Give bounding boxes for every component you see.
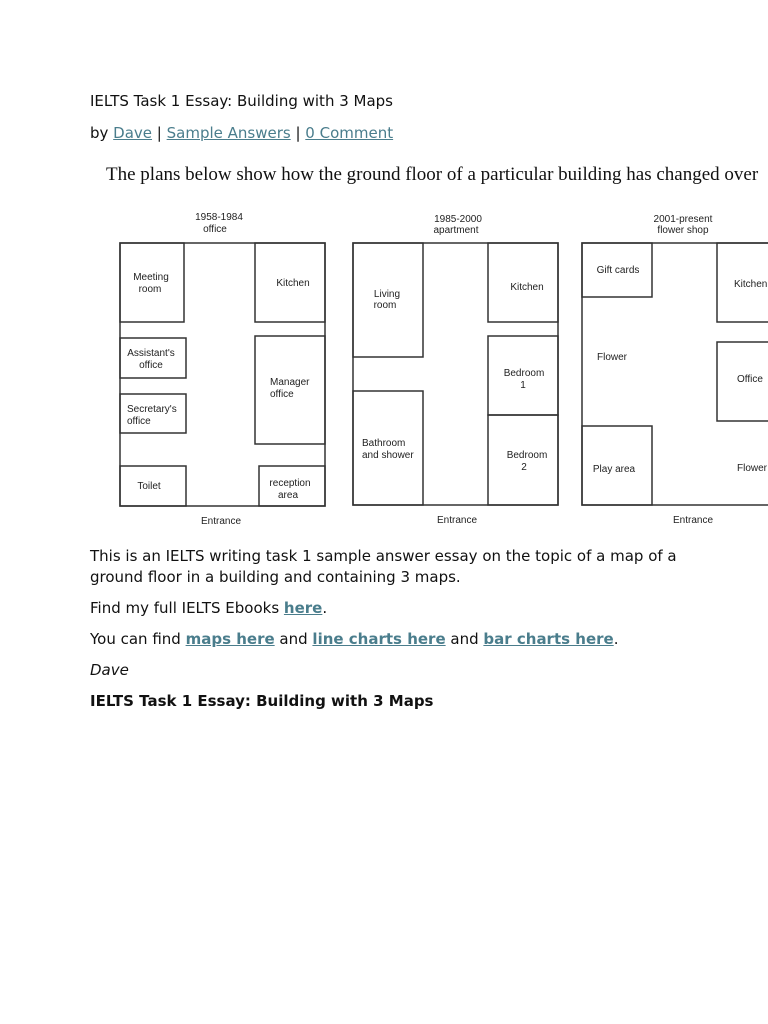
ebooks-suffix: .	[322, 599, 328, 617]
room-label: Flower	[597, 352, 628, 363]
room-label: Flower	[737, 463, 768, 474]
author-signature: Dave	[90, 661, 129, 679]
article-title: IELTS Task 1 Essay: Building with 3 Maps	[90, 92, 393, 110]
comments-link[interactable]: 0 Comment	[305, 124, 394, 142]
room-label: Toilet	[137, 481, 161, 492]
bar-charts-link[interactable]: bar charts here	[483, 630, 614, 648]
plan-period: 1985-2000	[434, 214, 482, 225]
more-text: You can find	[90, 630, 186, 648]
room-label: Assistant's office	[127, 348, 175, 371]
floor-plans-figure	[100, 158, 768, 538]
room-label: Office	[737, 374, 763, 385]
byline	[90, 124, 393, 142]
byline-prefix: by	[90, 124, 114, 142]
room-label: Secretary's office	[127, 404, 177, 427]
more-suffix: .	[613, 630, 619, 648]
intro-paragraph: This is an IELTS writing task 1 sample answer essay on the topic of a map of a ground floor in a building and containing 3 maps.	[90, 547, 677, 586]
room-label: Kitchen	[510, 282, 544, 293]
author-link[interactable]: Dave	[113, 124, 153, 142]
plan-1985-2000	[353, 214, 558, 526]
plan-period: 1958-1984	[195, 212, 243, 223]
room-label: Living room	[373, 289, 401, 311]
room-label: Bedroom 1	[503, 368, 545, 391]
room-label: Bedroom 2	[506, 450, 548, 473]
room-label: Play area	[592, 464, 636, 475]
entrance-label: Entrance	[200, 516, 242, 527]
entrance-label: Entrance	[436, 515, 478, 526]
byline-separator: |	[152, 124, 167, 142]
more-text: and	[445, 630, 484, 648]
more-resources-paragraph	[90, 629, 680, 650]
entrance-label: Entrance	[672, 515, 714, 526]
plan-use: flower shop	[657, 225, 709, 236]
ebooks-paragraph	[90, 598, 680, 619]
ebooks-link[interactable]: here	[283, 599, 323, 617]
more-text: and	[274, 630, 313, 648]
ebooks-text: Find my full IELTS Ebooks	[90, 599, 284, 617]
category-link[interactable]: Sample Answers	[166, 124, 291, 142]
room-label: reception area	[269, 478, 311, 501]
plan-2001-present	[582, 214, 768, 526]
plan-1958-1984	[120, 212, 325, 527]
plan-use: office	[203, 224, 227, 235]
room-label: Meeting room	[133, 272, 169, 295]
room-label: Kitchen	[734, 279, 768, 290]
room-label: Bathroom and shower	[362, 438, 414, 461]
room-label: Gift cards	[596, 265, 640, 276]
room-label: Kitchen	[276, 278, 310, 289]
room-label: Manager office	[270, 377, 310, 400]
task-prompt: The plans below show how the ground floor of a particular building has changed over	[106, 164, 759, 185]
byline-separator: |	[290, 124, 306, 142]
line-charts-link[interactable]: line charts here	[312, 630, 446, 648]
plan-use: apartment	[433, 225, 479, 236]
plan-period: 2001-present	[653, 214, 713, 225]
essay-heading: IELTS Task 1 Essay: Building with 3 Maps	[90, 692, 434, 710]
maps-link[interactable]: maps here	[185, 630, 275, 648]
